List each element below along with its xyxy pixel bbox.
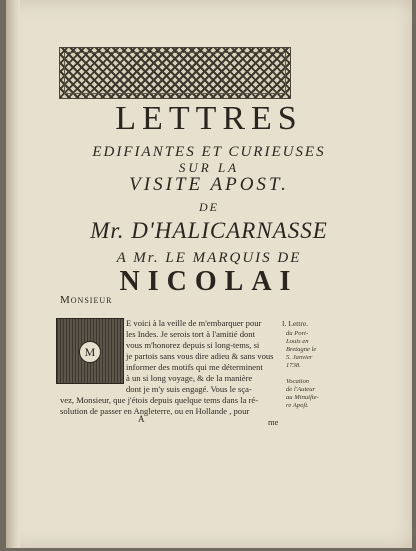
- margin-place-line: du Port-: [286, 330, 309, 337]
- ornamental-initial: [56, 318, 124, 384]
- salutation: Monsieur: [60, 294, 113, 306]
- initial-letter: M: [79, 341, 101, 363]
- title-edifiantes: EDIFIANTES ET CURIEUSES: [92, 144, 326, 160]
- body-line: E voici à la veille de m'embarquer pour: [126, 318, 262, 328]
- margin-vocation-line: au Minuiſte-: [286, 394, 319, 401]
- body-line: vous m'honorez depuis si long-tems, si: [126, 340, 260, 350]
- body-line: informer des motifs qui me déterminent: [126, 362, 263, 372]
- body-line: solution de passer en Angleterre, ou en Hollande , pour: [60, 406, 250, 416]
- title-de: DE: [199, 200, 219, 214]
- book-page: [6, 0, 412, 548]
- body-line: dont je m'y suis engagé. Vous le sça-: [126, 384, 252, 394]
- margin-place-line: Louis en: [286, 338, 309, 345]
- margin-place-line: Bretagne le: [286, 346, 317, 353]
- title-halicarnasse: Mr. D'HALICARNASSE: [90, 218, 328, 243]
- decorative-headpiece: [59, 47, 291, 99]
- title-marquis: A Mr. LE MARQUIS DE: [116, 250, 302, 266]
- body-line: les Indes. Je serois tort à l'amitié dont: [126, 329, 255, 339]
- margin-letter-number: I. Lettre.: [282, 319, 309, 328]
- title-nicolai: NICOLAI: [119, 266, 299, 297]
- margin-place-line: 1738.: [286, 362, 301, 369]
- body-line: vez, Monsieur, que j'étois depuis quelque tems dans la ré-: [60, 395, 259, 405]
- signature-mark: A: [138, 414, 145, 424]
- title-sur-la: SUR LA: [178, 160, 240, 175]
- margin-vocation-line: re Apoſt.: [286, 402, 309, 409]
- body-line: me: [268, 417, 279, 427]
- margin-place-line: 5. Janvier: [286, 354, 313, 361]
- title-visite: VISITE APOST.: [129, 174, 289, 195]
- margin-vocation-line: Vocation: [286, 378, 310, 385]
- title-lettres: LETTRES: [115, 100, 303, 137]
- body-line: à un si long voyage, & de la manière: [126, 373, 253, 383]
- margin-vocation-line: de l'Auteur: [286, 386, 316, 393]
- body-line: je partois sans vous dire adieu & sans vous: [126, 351, 274, 361]
